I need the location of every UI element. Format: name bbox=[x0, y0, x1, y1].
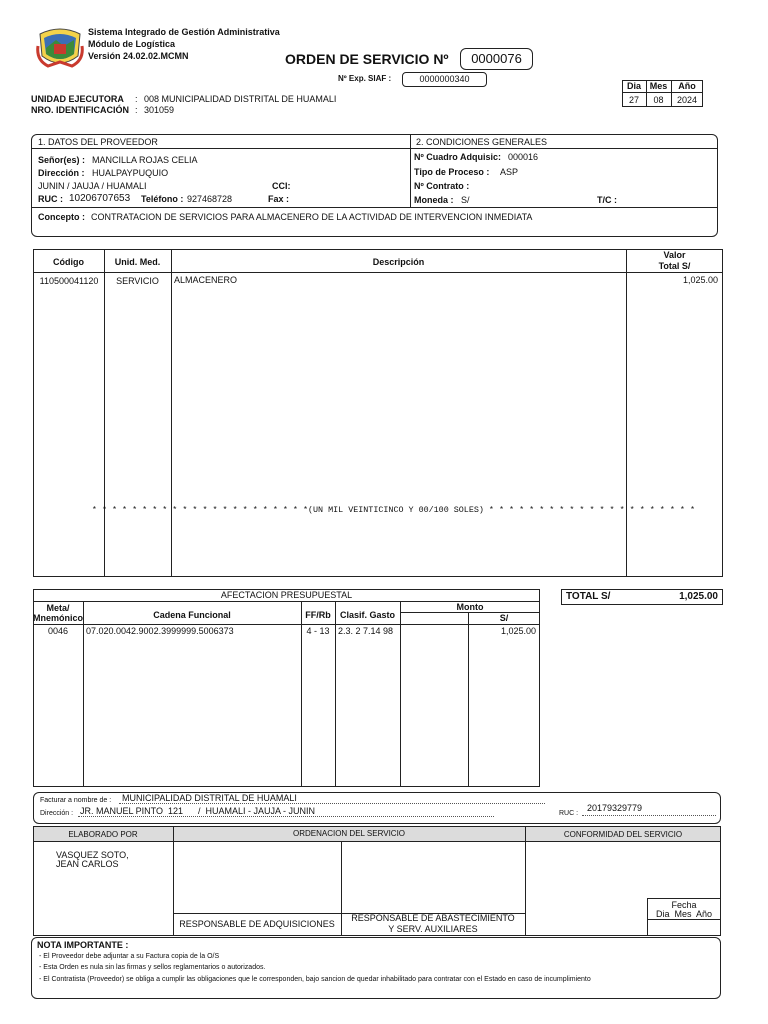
system-name: Sistema Integrado de Gestión Administrativa bbox=[88, 27, 280, 37]
telefono-value: 927468728 bbox=[187, 194, 233, 204]
item-unidad: SERVICIO bbox=[116, 276, 159, 286]
concepto-value: CONTRATACION DE SERVICIOS PARA ALMACENERO DE LA ACTIVIDAD DE INTERVENCION INMEDIATA bbox=[91, 212, 533, 222]
tc-label: T/C : bbox=[597, 195, 617, 205]
provider-direccion-value: HUALPAYPUQUIO bbox=[92, 168, 169, 178]
tipo-label: Tipo de Proceso : bbox=[414, 167, 490, 177]
nro-colon: : bbox=[135, 105, 138, 115]
date-year-value: 2024 bbox=[676, 95, 698, 105]
billing-ruc-value: 20179329779 bbox=[587, 803, 643, 813]
provider-location: JUNIN / JAUJA / HUAMALI bbox=[38, 181, 147, 191]
elaborado-header: ELABORADO POR bbox=[68, 830, 138, 839]
notes-title: NOTA IMPORTANTE : bbox=[37, 940, 129, 950]
col-clasif: Clasif. Gasto bbox=[339, 610, 395, 620]
total-label: TOTAL S/ bbox=[566, 591, 611, 602]
moneda-label: Moneda : bbox=[414, 195, 454, 205]
provider-ruc-label: RUC : bbox=[38, 194, 63, 204]
col-valor: Valor bbox=[663, 250, 686, 260]
budget-cadena: 07.020.0042.9002.3999999.5006373 bbox=[86, 626, 234, 636]
facturar-value: MUNICIPALIDAD DISTRITAL DE HUAMALI bbox=[122, 793, 297, 803]
telefono-label: Teléfono : bbox=[141, 194, 184, 204]
date-month-value: 08 bbox=[653, 95, 664, 105]
provider-title: 1. DATOS DEL PROVEEDOR bbox=[38, 137, 158, 147]
ordenacion-header: ORDENACION DEL SERVICIO bbox=[292, 829, 406, 838]
municipal-logo-icon bbox=[36, 26, 84, 70]
nro-value: 301059 bbox=[144, 105, 175, 115]
resp-abastecimiento-1: RESPONSABLE DE ABASTECIMIENTO bbox=[351, 913, 515, 923]
unidad-value: 008 MUNICIPALIDAD DISTRITAL DE HUAMALI bbox=[144, 94, 337, 104]
col-codigo: Código bbox=[53, 257, 84, 267]
budget-monto: 1,025.00 bbox=[500, 626, 536, 636]
item-descripcion: ALMACENERO bbox=[174, 275, 238, 285]
budget-ff: 4 - 13 bbox=[306, 626, 330, 636]
conformidad-header: CONFORMIDAD DEL SERVICIO bbox=[563, 830, 683, 839]
items-table bbox=[33, 249, 723, 577]
cci-label: CCI: bbox=[272, 181, 291, 191]
billing-direccion-value: JR. MANUEL PINTO 121 / HUAMALI - JAUJA - JUNIN bbox=[80, 806, 316, 816]
provider-direccion-label: Dirección : bbox=[38, 168, 85, 178]
unidad-colon: : bbox=[135, 94, 138, 104]
item-total: 1,025.00 bbox=[682, 275, 718, 285]
concepto-label: Concepto : bbox=[38, 212, 85, 222]
resp-abastecimiento-2: Y SERV. AUXILIARES bbox=[388, 924, 478, 934]
billing-ruc-label: RUC : bbox=[559, 810, 579, 817]
col-soles: S/ bbox=[499, 613, 509, 623]
elaborado-name-2: JEAN CARLOS bbox=[56, 859, 119, 869]
moneda-value: S/ bbox=[461, 195, 470, 205]
col-meta: Meta/ bbox=[46, 603, 70, 613]
col-unidad: Unid. Med. bbox=[114, 257, 161, 267]
billing-direccion-label: Dirección : bbox=[40, 810, 74, 817]
cuadro-label: Nº Cuadro Adquisic: bbox=[414, 152, 501, 162]
item-codigo: 110500041120 bbox=[39, 276, 99, 286]
cuadro-value: 000016 bbox=[508, 152, 539, 162]
col-mnemonico: Mnemónico bbox=[33, 613, 84, 623]
date-day-value: 27 bbox=[628, 95, 639, 105]
conditions-title: 2. CONDICIONES GENERALES bbox=[416, 137, 548, 147]
unidad-label: UNIDAD EJECUTORA bbox=[31, 94, 124, 104]
date-month-label: Mes bbox=[649, 81, 668, 91]
budget-title: AFECTACION PRESUPUESTAL bbox=[220, 590, 353, 600]
col-cadena: Cadena Funcional bbox=[153, 610, 231, 620]
fecha-label: Fecha bbox=[671, 900, 697, 910]
order-number: 0000076 bbox=[460, 48, 533, 70]
nro-label: NRO. IDENTIFICACIÓN bbox=[31, 105, 129, 115]
siaf-label: Nº Exp. SIAF : bbox=[338, 74, 392, 83]
date-day-label: Dia bbox=[626, 81, 641, 91]
elaborado-name-1: VASQUEZ SOTO, bbox=[56, 850, 129, 860]
facturar-label: Facturar a nombre de : bbox=[40, 797, 112, 804]
col-monto: Monto bbox=[456, 602, 484, 612]
col-total: Total S/ bbox=[658, 261, 691, 271]
amount-in-words: * * * * * * * * * * * * * * * * * * * * * *(UN MIL VEINTICINCO Y 00/100 SOLES) * * * * * * * * * * * * * * * * * * * * * bbox=[91, 505, 695, 515]
fecha-parts: Dia Mes Año bbox=[655, 909, 713, 919]
total-value: 1,025.00 bbox=[679, 591, 718, 602]
note-line-2: - Esta Orden es nula sin las firmas y sellos reglamentarios o autorizados. bbox=[39, 964, 266, 971]
senor-label: Señor(es) : bbox=[38, 155, 86, 165]
resp-adquisiciones: RESPONSABLE DE ADQUISICIONES bbox=[179, 919, 335, 929]
col-ffrb: FF/Rb bbox=[305, 610, 331, 620]
tipo-value: ASP bbox=[500, 167, 519, 177]
contrato-label: Nº Contrato : bbox=[414, 181, 470, 191]
note-line-1: - El Proveedor debe adjuntar a su Factura copia de la O/S bbox=[39, 953, 220, 960]
col-descripcion: Descripción bbox=[372, 257, 425, 267]
order-title: ORDEN DE SERVICIO Nº bbox=[285, 51, 449, 67]
senor-value: MANCILLA ROJAS CELIA bbox=[92, 155, 198, 165]
budget-clasif: 2.3. 2 7.14 98 bbox=[338, 626, 394, 636]
date-year-label: Año bbox=[678, 81, 696, 91]
siaf-number: 0000000340 bbox=[402, 72, 487, 87]
budget-meta: 0046 bbox=[47, 626, 69, 636]
note-line-3: - El Contratista (Proveedor) se obliga a cumplir las obligaciones que le corresponden, bajo sancion de quedar inhabilitado para contratar con el Estado en caso de incumplimiento bbox=[39, 976, 591, 983]
fax-label: Fax : bbox=[268, 194, 290, 204]
module-name: Módulo de Logística bbox=[88, 39, 175, 49]
version-label: Versión 24.02.02.MCMN bbox=[88, 51, 189, 61]
provider-ruc-value: 10206707653 bbox=[69, 193, 131, 204]
